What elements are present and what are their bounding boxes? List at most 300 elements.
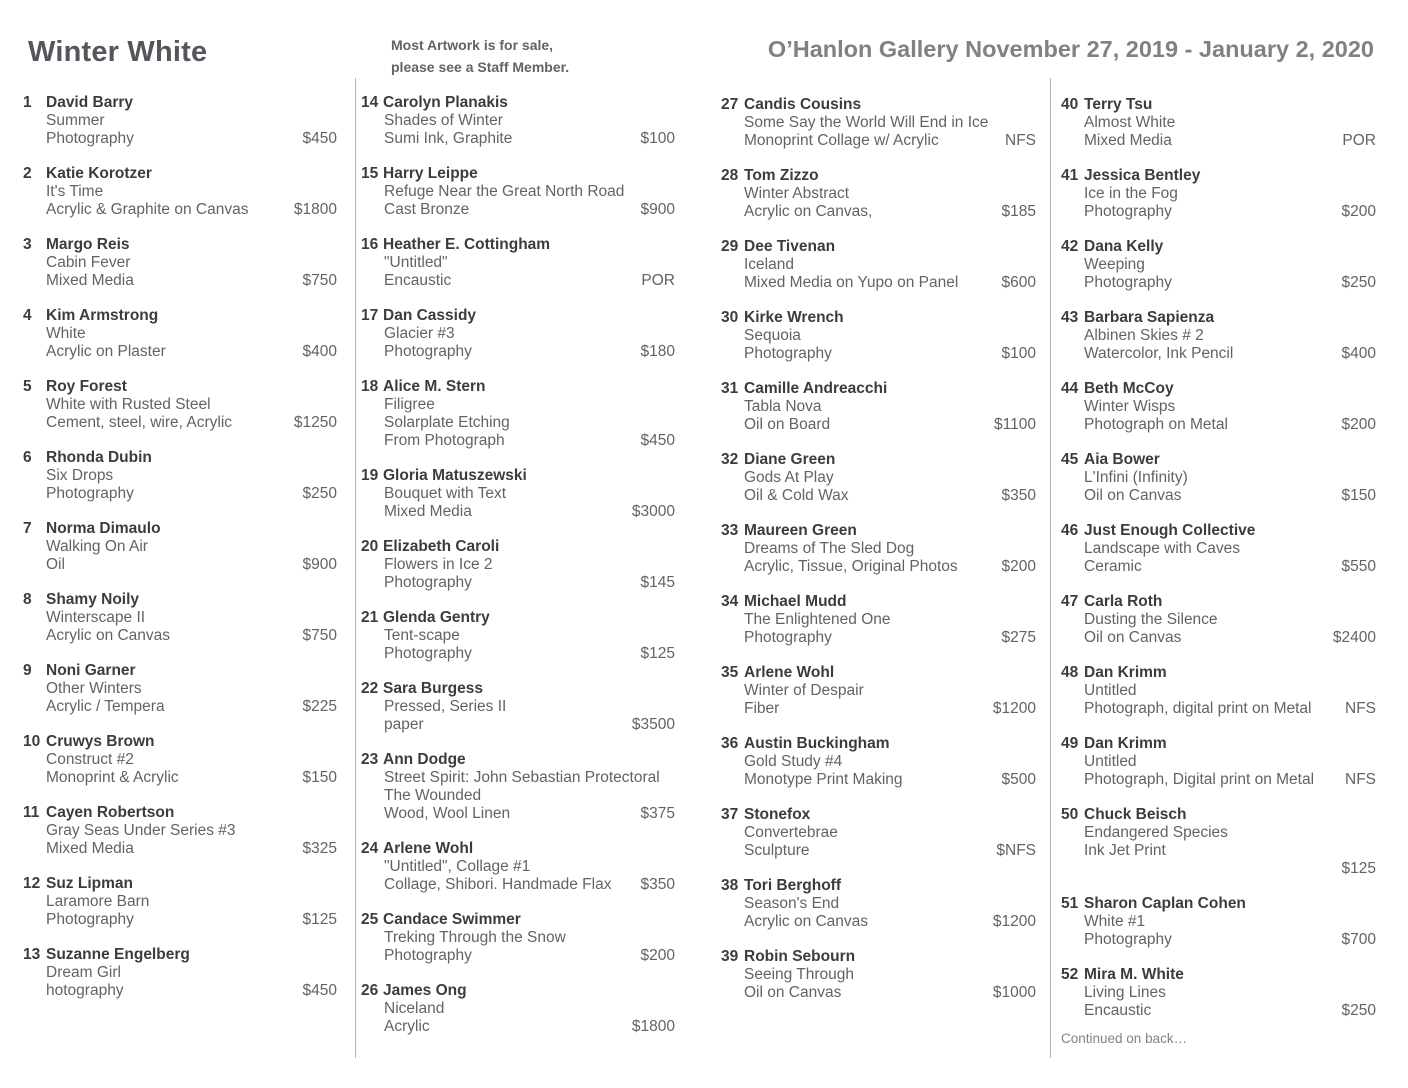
entry-heading	[23, 378, 337, 396]
artwork-title-text: Construct #2	[46, 751, 134, 768]
artwork-price: POR	[1342, 132, 1376, 149]
entry-number: 35	[721, 664, 739, 681]
artwork-entry	[721, 522, 1036, 576]
artwork-title	[1061, 540, 1376, 558]
entry-heading	[721, 380, 1036, 398]
entry-number: 23	[361, 751, 379, 768]
artwork-title-text: Convertebrae	[744, 824, 838, 841]
artwork-title	[23, 538, 337, 556]
artwork-price: $145	[640, 574, 675, 591]
artwork-detail	[1061, 700, 1376, 718]
artwork-detail-text: Oil & Cold Wax	[744, 487, 849, 504]
artwork-price: $150	[302, 769, 337, 786]
artwork-entry	[23, 875, 337, 929]
artwork-detail-text: Photography	[1084, 274, 1172, 291]
artwork-price: $200	[1341, 203, 1376, 220]
artwork-detail-text: Wood, Wool Linen	[384, 805, 511, 822]
entry-heading	[721, 806, 1036, 824]
artwork-detail	[361, 947, 675, 965]
entry-heading	[721, 877, 1036, 895]
artist-name: Carla Roth	[1084, 593, 1163, 610]
entry-number: 28	[721, 167, 739, 184]
artwork-title	[23, 467, 337, 485]
artwork-detail-text: Mixed Media on Yupo on Panel	[744, 274, 959, 291]
artwork-detail	[721, 132, 1036, 150]
artwork-detail-text: Oil on Board	[744, 416, 831, 433]
artwork-detail	[23, 627, 337, 645]
entry-heading	[23, 165, 337, 183]
artwork-price: NFS	[1345, 771, 1376, 788]
entry-number: 5	[23, 378, 32, 395]
artwork-detail	[361, 787, 675, 805]
entry-heading	[23, 662, 337, 680]
artwork-price: $275	[1001, 629, 1036, 646]
artwork-detail-text: Solarplate Etching	[384, 414, 510, 431]
artwork-detail	[1061, 629, 1376, 647]
artwork-title-text: White #1	[1084, 913, 1146, 930]
entry-heading	[721, 664, 1036, 682]
entry-number: 13	[23, 946, 41, 963]
entry-number: 11	[23, 804, 40, 821]
entry-heading	[361, 94, 675, 112]
artwork-price: $450	[302, 982, 337, 999]
artwork-title	[23, 609, 337, 627]
entry-heading	[361, 378, 675, 396]
artwork-detail	[721, 913, 1036, 931]
artwork-detail-text: Encaustic	[1084, 1002, 1152, 1019]
artwork-title	[361, 396, 675, 414]
entry-heading	[721, 167, 1036, 185]
artist-name: Dana Kelly	[1084, 238, 1164, 255]
artwork-detail-text: Photography	[744, 629, 832, 646]
artwork-detail	[361, 414, 675, 432]
artwork-title	[721, 753, 1036, 771]
artwork-title-text: Flowers in Ice 2	[384, 556, 493, 573]
entry-heading	[1061, 593, 1376, 611]
artwork-price: $200	[640, 947, 675, 964]
artist-name: Suzanne Engelberg	[46, 946, 190, 963]
entry-number: 21	[361, 609, 379, 626]
artwork-detail-text: Acrylic on Plaster	[46, 343, 166, 360]
artwork-title-text: Glacier #3	[384, 325, 455, 342]
artwork-title-text: Gold Study #4	[744, 753, 843, 770]
entry-heading	[1061, 966, 1376, 984]
artwork-entry	[361, 467, 675, 521]
artwork-detail	[361, 805, 675, 823]
artist-name: Candace Swimmer	[383, 911, 521, 928]
artwork-title-text: Six Drops	[46, 467, 114, 484]
artist-name: Shamy Noily	[46, 591, 140, 608]
artwork-detail	[23, 911, 337, 929]
artwork-detail	[361, 645, 675, 663]
artwork-detail-text: Mixed Media	[1084, 132, 1172, 149]
artwork-detail-text: Photography	[46, 130, 134, 147]
artwork-price: NFS	[1345, 700, 1376, 717]
artwork-title-text: Winter of Despair	[744, 682, 864, 699]
artwork-detail	[361, 272, 675, 290]
artwork-detail-text: Photography	[384, 343, 472, 360]
artist-name: Maureen Green	[744, 522, 857, 539]
artwork-title	[23, 822, 337, 840]
artwork-title-text: Seeing Through	[744, 966, 855, 983]
artwork-detail-text: Oil on Canvas	[1084, 487, 1182, 504]
entry-number: 51	[1061, 895, 1079, 912]
artwork-detail-text: Photography	[744, 345, 832, 362]
artwork-price: $1200	[992, 700, 1036, 717]
entry-heading	[721, 522, 1036, 540]
artwork-detail	[23, 414, 337, 432]
entry-number: 37	[721, 806, 739, 823]
artwork-price: $NFS	[996, 842, 1036, 859]
artist-name: Dee Tivenan	[744, 238, 836, 255]
entry-heading	[361, 165, 675, 183]
artwork-detail	[1061, 416, 1376, 434]
artist-name: Aia Bower	[1084, 451, 1160, 468]
artwork-price: $2400	[1332, 629, 1376, 646]
entry-heading	[721, 309, 1036, 327]
artist-name: Katie Korotzer	[46, 165, 152, 182]
artwork-detail-text: Cement, steel, wire, Acrylic	[46, 414, 233, 431]
artwork-title	[1061, 114, 1376, 132]
artwork-title	[361, 858, 675, 876]
artwork-detail	[721, 274, 1036, 292]
artwork-detail	[23, 272, 337, 290]
entry-number: 49	[1061, 735, 1079, 752]
artist-name: Sara Burgess	[383, 680, 483, 697]
entry-number: 18	[361, 378, 379, 395]
artwork-detail-text: Photograph, digital print on Metal	[1084, 700, 1312, 717]
entry-heading	[1061, 664, 1376, 682]
artwork-detail	[721, 771, 1036, 789]
artist-name: Chuck Beisch	[1084, 806, 1187, 823]
entry-number: 33	[721, 522, 739, 539]
artist-name: Stonefox	[744, 806, 811, 823]
artist-name: James Ong	[383, 982, 467, 999]
artwork-price: $400	[1341, 345, 1376, 362]
artwork-detail-text: Fiber	[744, 700, 780, 717]
artwork-title-text: L'Infini (Infinity)	[1084, 469, 1188, 486]
artwork-detail-text: Photography	[384, 574, 472, 591]
artwork-price: $200	[1001, 558, 1036, 575]
artwork-title-text: Untitled	[1084, 682, 1137, 699]
artwork-price: $900	[640, 201, 675, 218]
artwork-title-text: Untitled	[1084, 753, 1137, 770]
artist-name: Arlene Wohl	[744, 664, 835, 681]
artwork-title	[361, 769, 675, 787]
artwork-price: $700	[1341, 931, 1376, 948]
entry-number: 40	[1061, 96, 1079, 113]
entry-number: 26	[361, 982, 379, 999]
entry-heading	[361, 609, 675, 627]
artwork-title	[721, 611, 1036, 629]
artwork-title	[721, 469, 1036, 487]
artwork-detail-text: Photography	[1084, 931, 1172, 948]
artist-name: Robin Sebourn	[744, 948, 856, 965]
artwork-entry	[721, 877, 1036, 931]
artwork-entry	[721, 309, 1036, 363]
artist-name: Roy Forest	[46, 378, 127, 395]
artwork-title	[1061, 185, 1376, 203]
artwork-detail-text: Acrylic on Canvas	[744, 913, 869, 930]
artwork-detail-text: Monoprint & Acrylic	[46, 769, 179, 786]
artwork-detail	[23, 130, 337, 148]
entry-number: 8	[23, 591, 32, 608]
artwork-title-text: Winter Abstract	[744, 185, 850, 202]
entry-heading	[23, 307, 337, 325]
entry-number: 19	[361, 467, 379, 484]
artwork-entry	[721, 451, 1036, 505]
artwork-title-text: The Enlightened One	[744, 611, 891, 628]
artwork-detail	[1061, 203, 1376, 221]
artist-name: Tori Berghoff	[744, 877, 842, 894]
artist-name: Cruwys Brown	[46, 733, 155, 750]
artwork-detail-text: Oil	[46, 556, 65, 573]
artwork-title	[1061, 398, 1376, 416]
artwork-detail-text: Monotype Print Making	[744, 771, 903, 788]
entry-number: 44	[1061, 380, 1079, 397]
column-divider	[1050, 78, 1051, 1058]
artwork-detail	[721, 203, 1036, 221]
artist-name: Mira M. White	[1084, 966, 1184, 983]
artwork-entry	[1061, 806, 1376, 878]
artwork-detail-text: Photograph, Digital print on Metal	[1084, 771, 1315, 788]
entry-heading	[721, 238, 1036, 256]
artwork-detail-text: Acrylic / Tempera	[46, 698, 165, 715]
artwork-price: $500	[1001, 771, 1036, 788]
artist-name: Dan Krimm	[1084, 664, 1167, 681]
artwork-detail	[721, 700, 1036, 718]
artist-name: Camille Andreacchi	[744, 380, 888, 397]
artwork-title-text: Gods At Play	[744, 469, 834, 486]
artwork-entry	[23, 733, 337, 787]
artwork-title	[361, 556, 675, 574]
artist-name: Rhonda Dubin	[46, 449, 152, 466]
artist-name: Carolyn Planakis	[383, 94, 508, 111]
artwork-title	[1061, 824, 1376, 842]
artist-name: Kim Armstrong	[46, 307, 159, 324]
artwork-detail-text: Watercolor, Ink Pencil	[1084, 345, 1234, 362]
artwork-entry	[1061, 309, 1376, 363]
entry-heading	[361, 982, 675, 1000]
artwork-detail	[1061, 1002, 1376, 1020]
artist-name: Gloria Matuszewski	[383, 467, 527, 484]
artist-name: Kirke Wrench	[744, 309, 844, 326]
artwork-title	[361, 485, 675, 503]
artist-name: David Barry	[46, 94, 134, 111]
entry-number: 20	[361, 538, 379, 555]
entry-heading	[23, 94, 337, 112]
artwork-detail	[721, 345, 1036, 363]
artwork-price: $250	[1341, 1002, 1376, 1019]
artwork-entry	[23, 94, 337, 148]
artwork-entry	[1061, 451, 1376, 505]
artwork-title-text: Winterscape II	[46, 609, 146, 626]
artwork-detail-text: The Wounded	[384, 787, 482, 804]
artwork-title-text: Landscape with Caves	[1084, 540, 1240, 557]
artwork-title-text: Street Spirit: John Sebastian Protectoral	[384, 769, 660, 786]
artwork-detail	[23, 840, 337, 858]
artwork-entry	[23, 236, 337, 290]
column-divider	[355, 78, 356, 1058]
sale-note-line1: Most Artwork is for sale,	[391, 37, 554, 53]
artwork-entry	[1061, 167, 1376, 221]
artwork-entry	[721, 664, 1036, 718]
artwork-price: $1100	[994, 416, 1036, 433]
artwork-detail	[361, 130, 675, 148]
entry-number: 34	[721, 593, 739, 610]
artwork-detail	[361, 343, 675, 361]
sale-note	[391, 34, 569, 78]
artwork-title-text: Iceland	[744, 256, 794, 273]
artwork-entry	[361, 680, 675, 734]
artwork-title	[361, 112, 675, 130]
artist-name: Cayen Robertson	[46, 804, 175, 821]
artwork-price: NFS	[1005, 132, 1036, 149]
entry-number: 36	[721, 735, 739, 752]
entry-heading	[1061, 96, 1376, 114]
entry-heading	[721, 593, 1036, 611]
artwork-title	[1061, 611, 1376, 629]
artist-name: Norma Dimaulo	[46, 520, 161, 537]
artist-name: Suz Lipman	[46, 875, 133, 892]
artwork-detail	[23, 982, 337, 1000]
artist-name: Dan Cassidy	[383, 307, 477, 324]
artwork-title	[721, 540, 1036, 558]
artwork-detail	[1061, 860, 1376, 878]
artwork-entry	[23, 946, 337, 1000]
artwork-entry	[361, 94, 675, 148]
entry-heading	[1061, 238, 1376, 256]
entry-number: 31	[721, 380, 739, 397]
artwork-detail	[361, 432, 675, 450]
entry-number: 48	[1061, 664, 1079, 681]
artist-name: Arlene Wohl	[383, 840, 474, 857]
artwork-entry	[361, 236, 675, 290]
artwork-entry	[1061, 238, 1376, 292]
artwork-detail-text: Acrylic & Graphite on Canvas	[46, 201, 249, 218]
artist-name: Sharon Caplan Cohen	[1084, 895, 1246, 912]
artist-name: Glenda Gentry	[383, 609, 490, 626]
entry-number: 30	[721, 309, 739, 326]
artwork-detail-text: Sculpture	[744, 842, 810, 859]
artwork-title	[721, 256, 1036, 274]
artwork-entry	[23, 307, 337, 361]
artwork-entry	[721, 948, 1036, 1002]
artwork-detail	[721, 487, 1036, 505]
entry-number: 4	[23, 307, 32, 324]
artwork-entry	[721, 96, 1036, 150]
entry-number: 6	[23, 449, 32, 466]
entry-heading	[361, 538, 675, 556]
artwork-title-text: White with Rusted Steel	[46, 396, 211, 413]
artwork-title-text: Dreams of The Sled Dog	[744, 540, 915, 557]
artwork-detail-text: Photography	[384, 947, 472, 964]
entry-number: 9	[23, 662, 32, 679]
entry-heading	[361, 840, 675, 858]
artwork-price: $1800	[631, 1018, 675, 1035]
artwork-entry	[23, 520, 337, 574]
artwork-title-text: Gray Seas Under Series #3	[46, 822, 236, 839]
artwork-detail	[1061, 771, 1376, 789]
artwork-price: $225	[302, 698, 337, 715]
artwork-title	[721, 398, 1036, 416]
artwork-title-text: Living Lines	[1084, 984, 1166, 1001]
artwork-detail	[721, 558, 1036, 576]
artwork-title-text: Niceland	[384, 1000, 445, 1017]
artwork-detail-text: Photography	[46, 911, 134, 928]
entry-number: 41	[1061, 167, 1079, 184]
artwork-price: $550	[1341, 558, 1376, 575]
artwork-title-text: Summer	[46, 112, 105, 129]
entry-number: 52	[1061, 966, 1079, 983]
artist-name: Jessica Bentley	[1084, 167, 1201, 184]
artwork-price: $1000	[992, 984, 1036, 1001]
artwork-title-text: It's Time	[46, 183, 104, 200]
entry-heading	[1061, 380, 1376, 398]
artwork-price: $900	[302, 556, 337, 573]
sale-note-line2: please see a Staff Member.	[391, 59, 570, 75]
artwork-price: $450	[640, 432, 675, 449]
artwork-entry	[721, 238, 1036, 292]
artwork-title-text: White	[46, 325, 86, 342]
entry-number: 38	[721, 877, 739, 894]
entry-heading	[23, 804, 337, 822]
artwork-title-text: Winter Wisps	[1084, 398, 1176, 415]
artwork-detail	[1061, 931, 1376, 949]
artwork-entry	[23, 804, 337, 858]
artwork-detail-text: hotography	[46, 982, 124, 999]
artwork-title-text: Sequoia	[744, 327, 801, 344]
artwork-detail	[23, 769, 337, 787]
artwork-title	[23, 964, 337, 982]
artwork-detail	[721, 984, 1036, 1002]
artwork-title-text: Weeping	[1084, 256, 1145, 273]
entry-heading	[361, 467, 675, 485]
artwork-title	[361, 254, 675, 272]
artwork-entry	[721, 167, 1036, 221]
artwork-title	[721, 327, 1036, 345]
artwork-detail	[1061, 274, 1376, 292]
entry-heading	[361, 680, 675, 698]
artwork-detail	[1061, 345, 1376, 363]
artist-name: Austin Buckingham	[744, 735, 890, 752]
artwork-title-text: Tent-scape	[384, 627, 460, 644]
artwork-entry	[361, 378, 675, 450]
entry-heading	[721, 96, 1036, 114]
artwork-price: $250	[302, 485, 337, 502]
artwork-price: $180	[640, 343, 675, 360]
artwork-title	[1061, 256, 1376, 274]
entry-number: 1	[23, 94, 32, 111]
artwork-detail-text: Collage, Shibori. Handmade Flax	[384, 876, 612, 893]
artwork-price: $750	[302, 272, 337, 289]
artwork-price: $125	[1341, 860, 1376, 877]
artwork-detail	[361, 201, 675, 219]
artwork-detail-text: Mixed Media	[384, 503, 472, 520]
artwork-price: $400	[302, 343, 337, 360]
artwork-title-text: Dream Girl	[46, 964, 121, 981]
artwork-detail	[23, 343, 337, 361]
artwork-title	[1061, 682, 1376, 700]
artist-name: Tom Zizzo	[744, 167, 819, 184]
artwork-detail-text: Photograph on Metal	[1084, 416, 1228, 433]
artwork-entry	[721, 380, 1036, 434]
artist-name: Just Enough Collective	[1084, 522, 1256, 539]
artwork-detail-text: Monoprint Collage w/ Acrylic	[744, 132, 939, 149]
artwork-entry	[361, 609, 675, 663]
artwork-entry	[23, 591, 337, 645]
artwork-detail-text: Acrylic on Canvas	[46, 627, 171, 644]
